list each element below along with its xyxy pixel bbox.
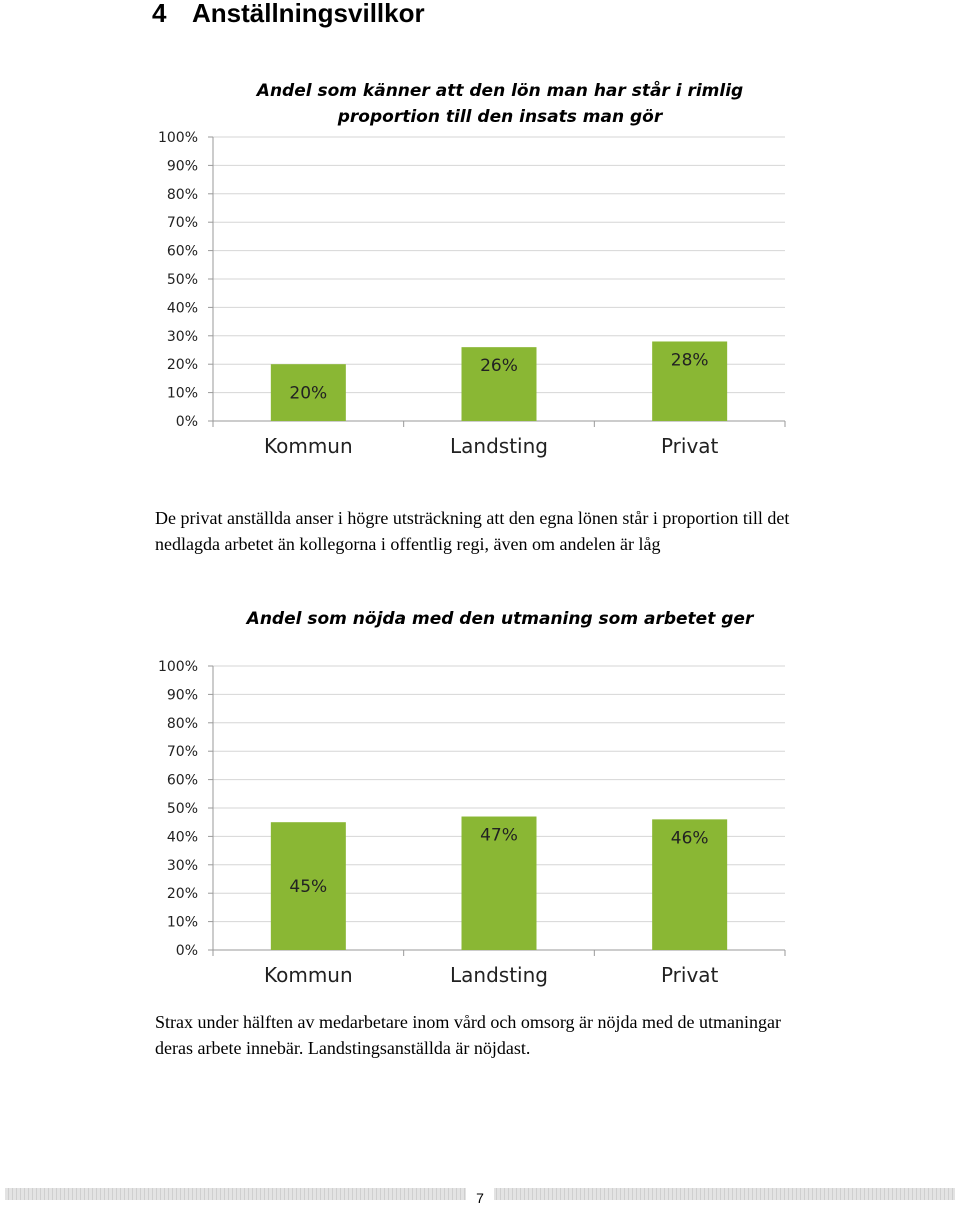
y-tick-label: 80% xyxy=(166,186,198,203)
y-tick-label: 40% xyxy=(166,300,198,317)
y-tick-label: 0% xyxy=(175,414,198,430)
y-tick-label: 90% xyxy=(166,158,198,175)
section-heading xyxy=(152,0,425,29)
chart-plot xyxy=(0,606,960,1006)
x-tick-label: Kommun xyxy=(263,434,353,458)
y-tick-label: 20% xyxy=(166,357,198,374)
chart-plot xyxy=(0,78,960,478)
challenge-satisfaction-chart xyxy=(0,606,960,1006)
y-tick-label: 10% xyxy=(166,385,198,402)
data-label: 45% xyxy=(289,877,328,898)
section-number: 4 xyxy=(152,0,167,28)
y-tick-label: 50% xyxy=(166,272,198,288)
x-tick-label: Kommun xyxy=(263,963,353,987)
x-tick-label: Landsting xyxy=(450,434,548,458)
chart-title-line-1: Andel som nöjda med den utmaning som arbetet ger xyxy=(246,609,754,629)
y-tick-label: 30% xyxy=(166,857,198,874)
y-tick-label: 100% xyxy=(157,659,198,675)
y-tick-label: 40% xyxy=(166,829,198,846)
data-label: 46% xyxy=(670,828,709,849)
chart-title-line-1: Andel som känner att den lön man har står i rimlig xyxy=(256,81,744,101)
y-tick-label: 10% xyxy=(166,914,198,931)
data-label: 20% xyxy=(289,383,328,404)
y-tick-label: 90% xyxy=(166,687,198,704)
data-label: 26% xyxy=(480,356,518,377)
y-tick-label: 60% xyxy=(166,243,198,260)
y-tick-label: 30% xyxy=(166,328,198,345)
data-label: 28% xyxy=(670,350,709,371)
chart-title-line-2: proportion till den insats man gör xyxy=(337,107,663,127)
data-label: 47% xyxy=(480,825,518,846)
section-title: Anställningsvillkor xyxy=(192,0,425,28)
x-tick-label: Privat xyxy=(660,963,719,987)
paragraph-challenge: Strax under hälften av medarbetare inom vård och omsorg är nöjda med de utmaningar deras arbete innebär. Landstingsanställda är nöjdast. xyxy=(155,1012,781,1058)
y-tick-label: 20% xyxy=(166,886,198,903)
page-footer xyxy=(0,1183,960,1211)
y-tick-label: 80% xyxy=(166,715,198,732)
paragraph-salary: De privat anställda anser i högre utsträckning att den egna lönen står i proportion till det nedlagda arbetet än kollegorna i offentlig regi, även om andelen är låg xyxy=(155,508,790,554)
y-tick-label: 70% xyxy=(166,215,198,232)
y-tick-label: 70% xyxy=(166,744,198,761)
x-tick-label: Privat xyxy=(660,434,719,458)
page-number: 7 xyxy=(466,1183,494,1211)
x-tick-label: Landsting xyxy=(450,963,548,987)
y-tick-label: 0% xyxy=(175,943,198,959)
y-tick-label: 50% xyxy=(166,801,198,817)
y-tick-label: 60% xyxy=(166,772,198,789)
salary-fairness-chart xyxy=(0,78,960,478)
y-tick-label: 100% xyxy=(157,130,198,146)
